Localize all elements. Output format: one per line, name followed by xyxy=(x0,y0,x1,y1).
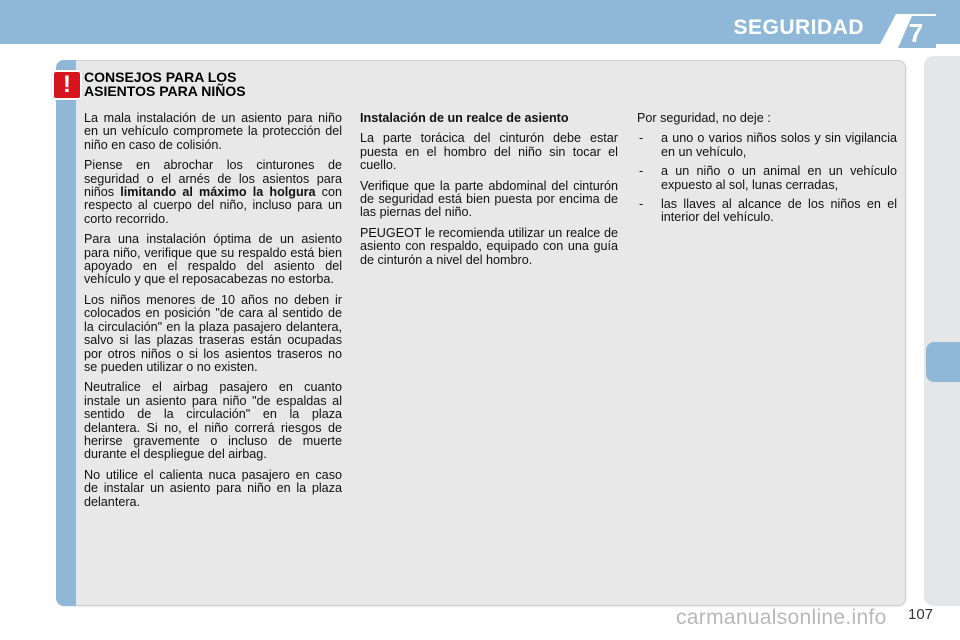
paragraph xyxy=(84,159,342,226)
warning-icon: ! xyxy=(52,70,82,100)
list-item-text: a uno o varios niños solos y sin vigilancia en un vehículo, xyxy=(661,131,897,159)
panel-accent-bar xyxy=(56,60,76,606)
page-number: 107 xyxy=(908,606,934,623)
list-item xyxy=(637,132,897,159)
paragraph-text: Piense en abrochar los cinturones de seguridad o el arnés de los asientos para niños xyxy=(84,158,342,200)
column-2 xyxy=(360,112,618,274)
list-item xyxy=(637,198,897,225)
section-title: SEGURIDAD xyxy=(733,16,864,39)
emphasis-text: limitando al máximo la holgura xyxy=(120,185,316,200)
bullet-dash: - xyxy=(639,164,644,179)
paragraph: Para una instalación óptima de un asiento para niño, verifique que su respaldo está bien apoyado en el respaldo del asiento del vehículo y que el reposacabezas no estorba. xyxy=(84,232,342,287)
paragraph: La parte torácica del cinturón debe estar puesta en el hombro del niño sin tocar el cuello. xyxy=(360,131,618,173)
subheading: Instalación de un realce de asiento xyxy=(360,111,569,125)
chapter-number: 7 xyxy=(908,18,924,48)
paragraph: PEUGEOT le recomienda utilizar un realce de asiento con respaldo, equipado con una guía de cinturón a nivel del hombro. xyxy=(360,225,618,267)
watermark: carmanualsonline.info xyxy=(676,606,887,629)
heading-line-1: CONSEJOS PARA LOS xyxy=(84,69,237,85)
heading-line-2: ASIENTOS PARA NIÑOS xyxy=(84,83,246,99)
paragraph: Los niños menores de 10 años no deben ir colocados en posición "de cara al sentido de la circulación" en la plaza pasajero delantera, salvo si las plazas traseras están ocupadas por otros niños o si los asientos traseros no se pueden utilizar o no existen. xyxy=(84,292,342,374)
paragraph: No utilice el calienta nuca pasajero en caso de instalar un asiento para niño en la plaza delantera. xyxy=(84,467,342,509)
paragraph: La mala instalación de un asiento para niño en un vehículo compromete la protección del niño en caso de colisión. xyxy=(84,111,342,152)
paragraph-text: con respecto al cuerpo del niño, incluso para un corto recorrido. xyxy=(84,185,342,226)
paragraph: Neutralice el airbag pasajero en cuanto instale un asiento para niño "de espaldas al sentido de la circulación" en la plaza delantera. Si no, el niño correrá riesgos de herirse gravemente o incluso de muerte durante el despliegue del airbag. xyxy=(84,380,342,462)
page-heading xyxy=(84,70,344,98)
column-3 xyxy=(637,112,897,231)
paragraph: Verifique que la parte abdominal del cinturón de seguridad está bien puesta por encima de las piernas del niño. xyxy=(360,178,618,220)
bullet-dash: - xyxy=(639,197,644,212)
bullet-list xyxy=(637,132,897,224)
column-1 xyxy=(84,112,342,516)
current-chapter-marker xyxy=(926,342,960,382)
bullet-dash: - xyxy=(639,131,644,146)
list-item xyxy=(637,165,897,192)
list-item-text: las llaves al alcance de los niños en el interior del vehículo. xyxy=(661,197,897,225)
list-item-text: a un niño o un animal en un vehículo expuesto al sol, lunas cerradas, xyxy=(661,164,897,192)
paragraph: Por seguridad, no deje : xyxy=(637,111,771,125)
chapter-index-rail xyxy=(924,56,960,606)
